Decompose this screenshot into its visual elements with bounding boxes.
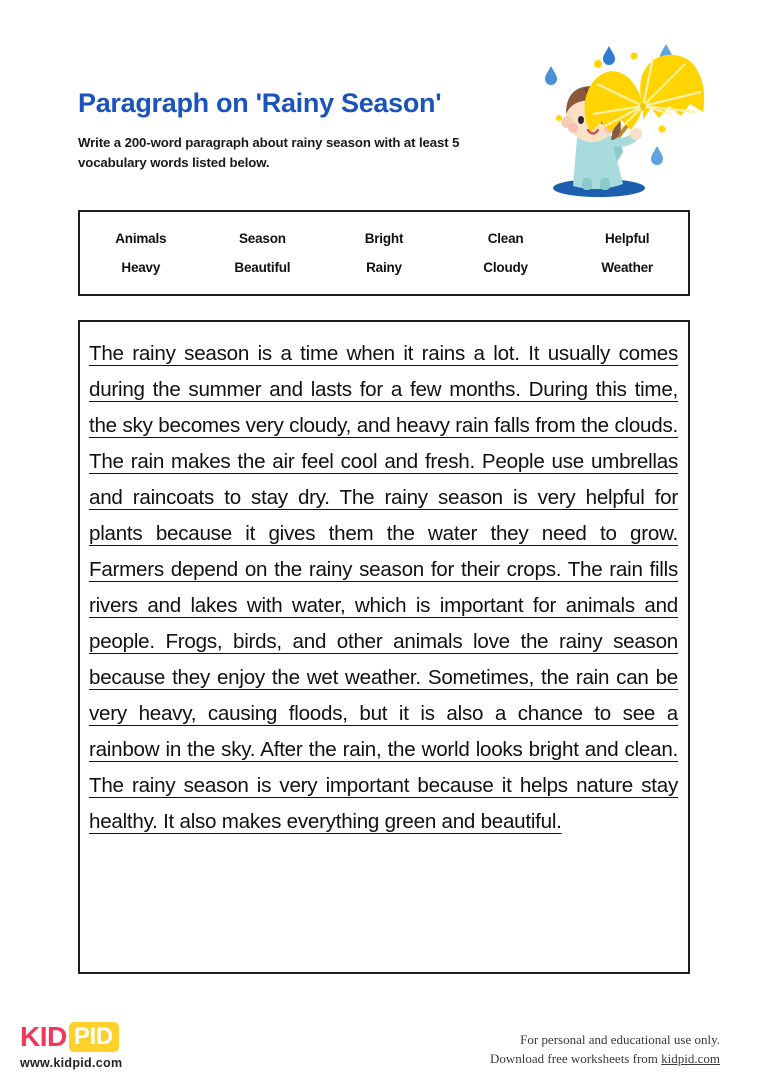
vocabulary-word-box [78,210,690,296]
dot-icon [631,53,638,60]
logo-mark [20,1022,150,1052]
eye-shape [578,116,584,124]
dot-icon [594,60,602,68]
kidpid-link[interactable]: kidpid.com [661,1051,720,1066]
dot-icon [659,126,666,133]
dot-icon [556,115,562,121]
logo-pid-text: PID [73,1023,113,1050]
cheek-shape [568,123,578,133]
girl-with-umbrella-illustration [535,28,715,200]
vocabulary-word: Rainy [366,260,402,275]
paragraph-answer-box[interactable] [78,320,690,974]
raindrop-icon [603,46,615,65]
paragraph-text: The rainy season is a time when it rains a lot. It usually comes during the summer and lasts for a few months. During this time, the sky becomes very cloudy, and heavy rain falls from the clouds. The rain makes the air feel cool and fresh. People use umbrellas and raincoats to stay dry. The rainy season is very helpful for plants because it gives them the water they need to grow. Farmers depend on the rainy season for their crops. The rain fills rivers and lakes with water, which is important for animals and people. Frogs, birds, and other animals love the rainy season because they enjoy the wet weather. Sometimes, the rain can be very heavy, causing floods, but it is also a chance to see a rainbow in the sky. After the rain, the world looks bright and clean. The rainy season is very important because it helps nature stay healthy. It also makes everything green and beautiful. [89,342,678,833]
vocabulary-word: Bright [364,231,404,246]
footer-note [490,1030,720,1068]
raindrop-icon [545,66,557,85]
boot-shape [600,178,610,190]
vocabulary-row [80,231,688,246]
logo-url-text: www.kidpid.com [20,1056,123,1070]
vocabulary-word: Helpful [604,231,650,246]
logo-kid-text: KID [20,1021,67,1052]
page-title: Paragraph on 'Rainy Season' [78,88,442,118]
vocabulary-word: Cloudy [483,260,528,275]
vocabulary-word: Season [238,231,286,246]
vocabulary-word: Beautiful [234,260,291,275]
raindrop-icon [651,146,663,165]
kidpid-logo [20,1022,150,1070]
vocabulary-word: Weather [601,260,653,275]
vocabulary-word: Heavy [121,260,161,275]
boot-shape [582,178,592,190]
worksheet-footer [0,1000,768,1086]
footer-note-line-2 [490,1049,720,1068]
worksheet-header [0,0,768,200]
footer-note-line-1: For personal and educational use only. [520,1032,720,1047]
instructions-text: Write a 200-word paragraph about rainy season with at least 5 vocabulary words listed below. [78,135,460,170]
vocabulary-row [80,260,688,275]
logo-pid-badge [69,1022,119,1052]
umbrella-hub [640,103,646,109]
vocabulary-word: Clean [487,231,524,246]
hand-shape [630,128,642,140]
vocabulary-word: Animals [115,231,167,246]
footer-note-prefix: Download free worksheets from [490,1051,662,1066]
